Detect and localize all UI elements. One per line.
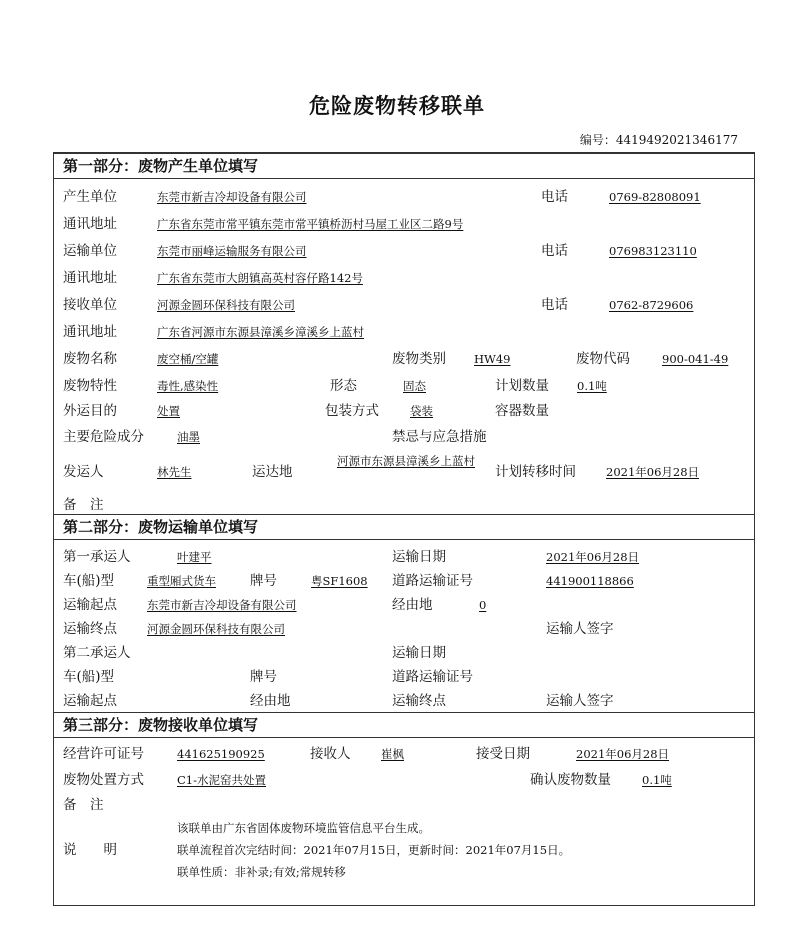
license-label: 经营许可证号 [63,746,144,762]
producer-label: 产生单位 [63,189,117,205]
note-line-2: 联单流程首次完结时间：2021年07月15日，更新时间：2021年07月15日。 [177,843,571,857]
carrier2-origin-label: 运输起点 [63,693,117,709]
container-qty-label: 容器数量 [495,403,549,419]
destination-value: 河源市东源县漳溪乡上蓝村 [337,454,475,468]
via-value: 0 [479,598,487,612]
receiver-address-value: 广东省河源市东源县漳溪乡漳溪乡上蓝村 [157,325,364,339]
destination-label: 运达地 [252,464,293,480]
end-value: 河源金圆环保科技有限公司 [147,622,285,636]
waste-property-value: 毒性,感染性 [157,379,219,393]
producer-value: 东莞市新吉冷却设备有限公司 [157,190,307,204]
transport-date-value: 2021年06月28日 [546,550,640,564]
recipient-label: 接收人 [310,746,351,762]
planned-date-value: 2021年06月28日 [606,465,700,479]
waste-name-value: 废空桶/空罐 [157,352,219,366]
transporter-address-value: 广东省东莞市大朗镇高英村容仔路142号 [157,271,363,285]
road-permit-value: 441900118866 [546,574,634,588]
waste-property-label: 废物特性 [63,378,117,394]
producer-address-label: 通讯地址 [63,216,117,232]
document-number: 编号：4419492021346177 [579,133,738,147]
receiver-value: 河源金圆环保科技有限公司 [157,298,295,312]
taboo-label: 禁忌与应急措施 [392,429,487,445]
shipper-value: 林先生 [157,465,192,479]
transporter-phone-value: 076983123110 [609,244,697,258]
plate-value: 粤SF1608 [311,574,368,588]
carrier1-label: 第一承运人 [63,549,131,565]
waste-category-label: 废物类别 [392,351,446,367]
carrier2-end-label: 运输终点 [392,693,446,709]
producer-address-value: 广东省东莞市常平镇东莞市常平镇桥沥村马屋工业区二路9号 [157,217,464,231]
via-label: 经由地 [392,597,433,613]
receive-date-value: 2021年06月28日 [576,747,670,761]
note-line-1: 该联单由广东省固体废物环境监管信息平台生成。 [177,821,430,835]
recipient-value: 崔枫 [381,747,404,761]
origin-label: 运输起点 [63,597,117,613]
transporter-address-label: 通讯地址 [63,270,117,286]
transporter-phone-label: 电话 [541,243,568,259]
carrier1-value: 叶建平 [177,550,212,564]
planned-qty-label: 计划数量 [495,378,549,394]
transporter-label: 运输单位 [63,243,117,259]
hazard-value: 油墨 [177,430,200,444]
carrier2-date-label: 运输日期 [392,645,446,661]
planned-qty-value: 0.1吨 [577,379,607,393]
end-label: 运输终点 [63,621,117,637]
disposal-value: C1-水泥窑共处置 [177,773,267,787]
producer-phone-value: 0769-82808091 [609,190,701,204]
receiver-phone-value: 0762-8729606 [609,298,694,312]
confirm-qty-value: 0.1吨 [642,773,672,787]
waste-name-label: 废物名称 [63,351,117,367]
carrier2-via-label: 经由地 [250,693,291,709]
vehicle-label: 车(船)型 [63,573,115,589]
receiver-phone-label: 电话 [541,297,568,313]
carrier2-vehicle-label: 车(船)型 [63,669,115,685]
waste-code-value: 900-041-49 [662,352,729,366]
note-line-3: 联单性质：非补录;有效;常规转移 [177,865,346,879]
producer-phone-label: 电话 [541,189,568,205]
purpose-value: 处置 [157,404,180,418]
hazard-label: 主要危险成分 [63,429,144,445]
carrier1-sign-label: 运输人签字 [546,621,614,637]
explain-label: 说 明 [63,842,117,858]
shipper-label: 发运人 [63,464,104,480]
license-value: 441625190925 [177,747,265,761]
part2-heading: 第二部分：废物运输单位填写 [54,514,754,540]
waste-code-label: 废物代码 [576,351,630,367]
packaging-label: 包装方式 [325,403,379,419]
part3-heading: 第三部分：废物接收单位填写 [54,712,754,738]
purpose-label: 外运目的 [63,403,117,419]
carrier2-sign-label: 运输人签字 [546,693,614,709]
form-label: 形态 [330,378,357,394]
disposal-label: 废物处置方式 [63,772,144,788]
document-title: 危险废物转移联单 [309,93,485,118]
carrier2-plate-label: 牌号 [250,669,277,685]
packaging-value: 袋装 [410,404,433,418]
confirm-qty-label: 确认废物数量 [530,772,611,788]
receiver-label: 接收单位 [63,297,117,313]
part3-remark-label: 备 注 [63,797,104,813]
vehicle-value: 重型厢式货车 [147,574,216,588]
origin-value: 东莞市新吉冷却设备有限公司 [147,598,297,612]
part1-heading: 第一部分：废物产生单位填写 [54,153,754,179]
part1-remark-label: 备 注 [63,497,104,513]
road-permit-label: 道路运输证号 [392,573,473,589]
manifest-form [53,152,755,906]
planned-date-label: 计划转移时间 [495,464,576,480]
carrier2-permit-label: 道路运输证号 [392,669,473,685]
receiver-address-label: 通讯地址 [63,324,117,340]
waste-category-value: HW49 [474,352,511,366]
transport-date-label: 运输日期 [392,549,446,565]
transporter-value: 东莞市丽峰运输服务有限公司 [157,244,307,258]
plate-label: 牌号 [250,573,277,589]
receive-date-label: 接受日期 [476,746,530,762]
form-value: 固态 [403,379,426,393]
carrier2-label: 第二承运人 [63,645,131,661]
